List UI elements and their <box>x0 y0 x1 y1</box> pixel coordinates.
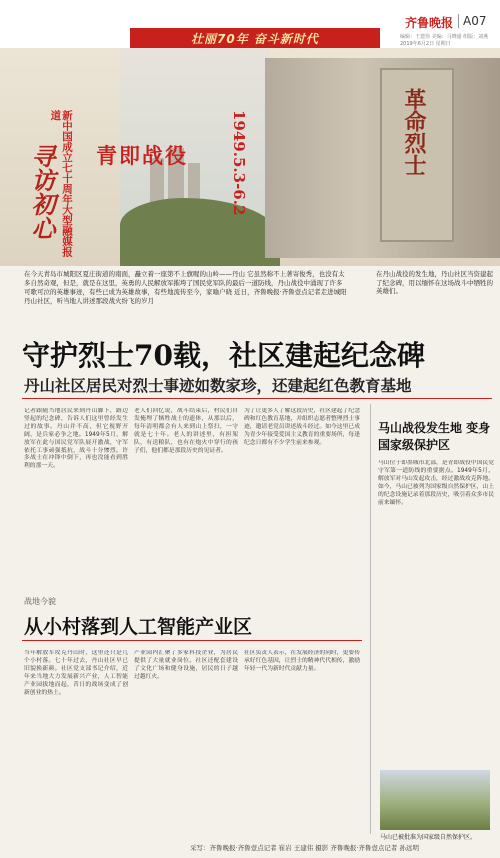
second-headline: 从小村落到人工智能产业区 <box>24 616 253 638</box>
second-column-1: 当年解放军攻克丹山时，这里还只是几个小村落。七十年过去，丹山社区早已旧貌换新颜。社区党支部书记介绍，近年来当地大力发展新兴产业，人工智能产业园拔地而起，昔日的战场变成了创新创业的热土。 <box>24 650 128 696</box>
hero-caption: 在今天青岛市城阳区夏庄街道的南面，矗立着一座第不上旗喔的山岭——丹山 它虽然称不上著寄俊秀，也没有太多自然奇观，但是，就是在这里，英勇的人民解放军摧垮了国民党军队的最后一道防线，丹山战役中涌现了许多可歌可泣的英雄事迹，有些已成为英雄故事，有些地流传至今，家喻户晓 近日，齐鲁晚报·齐鲁壹点记者走进城阳丹山社区，听当地人讲述那段战火纷飞的岁月 <box>24 270 347 305</box>
article-column-3: 为了让更多人了解这段历史，社区建起了纪念碑和红色教育基地，并组织志愿者整理烈士事迹，邀请老党员讲述战斗经过。如今这里已成为青少年接受爱国主义教育的重要场所，每逢纪念日都有不少学生前来参观。 <box>244 408 360 446</box>
sidebar-body: 马山位于即墨城市北部，是青即战役中国民党守军第一道防线的重要据点。1949年5月，解放军对马山发起攻击，经过激战攻克阵地。如今，马山已被列为国家级自然保护区，山上的纪念设施记录着那段历史，吸引着众多市民前来缅怀。 <box>378 460 494 506</box>
hero-photo <box>0 48 500 266</box>
nature-reserve-photo <box>380 770 490 830</box>
page-header <box>0 0 500 48</box>
series-title: 新中国成立七十周年大型融媒报道 <box>49 110 73 257</box>
campaign-title: 青即战役 <box>96 143 188 168</box>
article-column-1: 记者跟随当地居民来到丹山脚下，路边竖起的纪念碑，告诉人们这里曾经发生过的故事。丹山并不高，但它视野开阔，是兵家必争之地。1949年5月，解放军在此与国民党军队展开激战，守军依托工事顽强抵抗，战斗十分惨烈。许多战士在冲锋中倒下，再也没能看到胜利的那一天。 <box>24 408 128 470</box>
editor-credits: 编辑：王建伟 美编：马晓通 组版：刘燕 2019年6月2日 星期日 <box>400 34 489 47</box>
slogan-ribbon: 壮丽70年 奋斗新时代 <box>130 28 380 50</box>
column-divider <box>370 404 371 834</box>
hero-side-caption: 在丹山战役的发生地，丹山社区当资建起了纪念碑，用以缅怀在这场战斗中牺牲的英雄们。 <box>376 270 493 295</box>
byline-footer: 采写：齐鲁晚报·齐鲁壹点记者 崔岩 王建伟 摄影 齐鲁晚报·齐鲁壹点记者 孙远明 <box>190 844 419 852</box>
sidebar-title: 马山战役发生地 变身国家级保护区 <box>378 421 491 452</box>
divider-2 <box>22 640 362 641</box>
photo-caption: 马山已被批准为国家级自然保护区。 <box>380 834 477 841</box>
newspaper-brand: 齐鲁晚报 <box>405 16 454 30</box>
second-column-3: 社区负责人表示，在发展经济的同时，更要传承好红色基因，让烈士的精神代代相传，激励年轻一代为新时代贡献力量。 <box>244 650 360 672</box>
page-number: A07 <box>458 14 486 28</box>
campaign-dates: 1949.5.3-6.2 <box>230 110 248 216</box>
article-headline: 守护烈士70载，社区建起纪念碑 <box>22 339 425 372</box>
calligraphy-title: 寻访初心 <box>27 144 56 240</box>
divider <box>22 398 492 399</box>
article-subheadline: 丹山社区居民对烈士事迹如数家珍，还建起红色教育基地 <box>24 376 412 395</box>
second-column-2: 产业园内汇聚了多家科技企业，为居民提供了大量就业岗位。社区还配套建设了文化广场和健身设施，居民的日子越过越红火。 <box>134 650 238 680</box>
stone-inscription: 革命烈士 <box>401 88 427 176</box>
article-column-2: 老人们回忆说，战斗结束后，村民们自发掩埋了牺牲战士的遗体，从那以后，每年清明都会有人来到山上祭扫，一守就是七十年。老人的讲述里，有担架队，有送粮队，也有在炮火中穿行的孩子们，他们都是那段历史的见证者。 <box>134 408 238 454</box>
section-kicker: 战地今貌 <box>24 597 56 606</box>
